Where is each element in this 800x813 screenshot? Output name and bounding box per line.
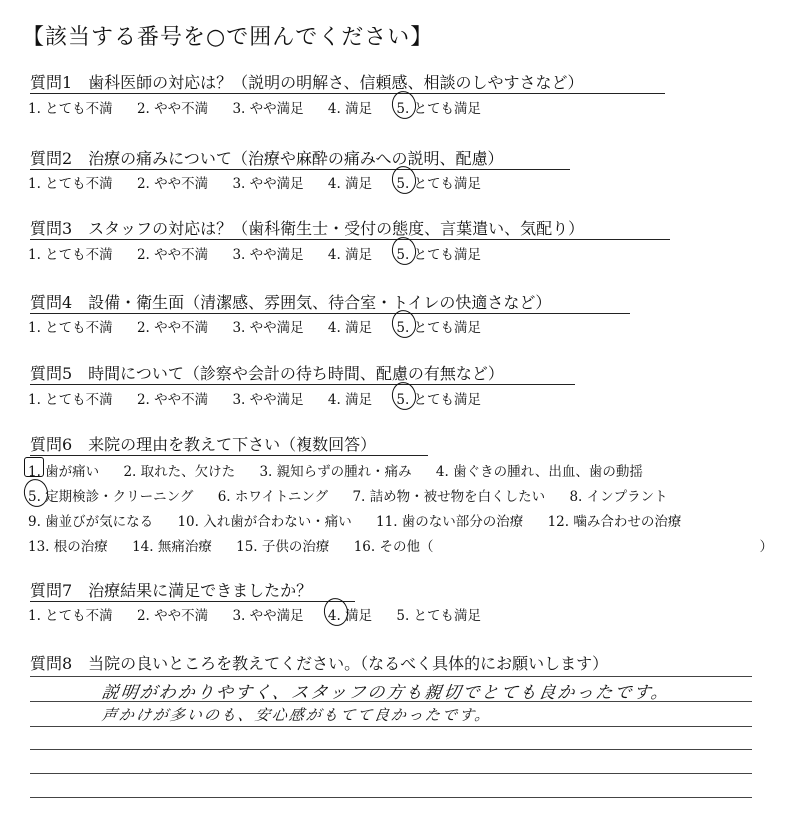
question-7-label: 質問7 治療結果に満足できましたか？ (30, 581, 313, 600)
question-2-label: 質問2 治療の痛みについて（治療や麻酔の痛みへの説明、配慮） (30, 149, 504, 168)
question-2-options (28, 172, 501, 192)
question-6-row-3 (28, 510, 701, 530)
q4-option-1[interactable]: 1. とても不満 (28, 320, 113, 336)
q5-option-1[interactable]: 1. とても不満 (28, 392, 113, 408)
q3-option-1[interactable]: 1. とても不満 (28, 247, 113, 263)
form-title: 【該当する番号を○で囲んでください】 (22, 25, 434, 50)
q4-option-3[interactable]: 3. やや満足 (232, 320, 304, 336)
question-7-options (28, 604, 501, 624)
question-5-label: 質問5 時間について（診察や会計の待ち時間、配慮の有無など） (30, 364, 504, 383)
q2-option-2[interactable]: 2. やや不満 (136, 176, 209, 192)
q6-other-close-paren: ） (759, 539, 773, 555)
q1-option-5[interactable]: 5. とても満足 (396, 97, 481, 117)
answer-line-5 (30, 773, 752, 774)
q2-option-5[interactable]: 5. とても満足 (396, 172, 481, 192)
q4-option-2[interactable]: 2. やや不満 (136, 320, 209, 336)
answer-line-3 (30, 726, 752, 727)
question-6-underline (30, 455, 428, 456)
question-6-row-1 (28, 460, 663, 480)
q5-option-3[interactable]: 3. やや満足 (232, 392, 304, 408)
q6-option-12[interactable]: 12. 噛み合わせの治療 (547, 514, 682, 530)
question-6-row-4 (28, 535, 773, 555)
q2-option-4[interactable]: 4. 満足 (327, 176, 373, 192)
q6-option-8[interactable]: 8. インプラント (569, 489, 668, 505)
answer-line-4 (30, 749, 752, 750)
q6-option-6[interactable]: 6. ホワイトニング (217, 489, 329, 505)
q2-option-1[interactable]: 1. とても不満 (28, 176, 113, 192)
question-1-options (28, 97, 501, 117)
handwritten-answer-line-2: 声かけが多いのも、安心感がもてて良かったです。 (100, 706, 494, 724)
q4-option-4[interactable]: 4. 満足 (327, 320, 373, 336)
q3-option-5[interactable]: 5. とても満足 (396, 243, 481, 263)
question-4-label: 質問4 設備・衛生面（清潔感、雰囲気、待合室・トイレの快適さなど） (30, 293, 552, 312)
q5-option-5[interactable]: 5. とても満足 (396, 388, 481, 408)
answer-line-1 (30, 676, 752, 677)
question-2-underline (30, 169, 570, 170)
q6-option-11[interactable]: 11. 歯のない部分の治療 (376, 514, 524, 530)
q1-option-3[interactable]: 3. やや満足 (232, 101, 304, 117)
q7-option-4[interactable]: 4. 満足 (328, 604, 372, 624)
q7-option-1[interactable]: 1. とても不満 (28, 608, 113, 624)
q6-option-10[interactable]: 10. 入れ歯が合わない・痛い (177, 514, 352, 530)
question-5-underline (30, 384, 575, 385)
selection-mark (24, 457, 44, 477)
q6-option-5[interactable]: 5. 定期検診・クリーニング (28, 485, 193, 505)
question-4-underline (30, 313, 630, 314)
question-3-options (28, 243, 501, 263)
q3-option-2[interactable]: 2. やや不満 (136, 247, 209, 263)
question-6-row-2 (28, 485, 688, 505)
q6-option-4[interactable]: 4. 歯ぐきの腫れ、出血、歯の動揺 (435, 464, 643, 480)
question-3-label: 質問3 スタッフの対応は？（歯科衛生士・受付の態度、言葉遣い、気配り） (30, 219, 585, 238)
q3-option-4[interactable]: 4. 満足 (327, 247, 373, 263)
q7-option-5[interactable]: 5. とても満足 (396, 608, 482, 624)
q3-option-3[interactable]: 3. やや満足 (232, 247, 304, 263)
q5-option-2[interactable]: 2. やや不満 (136, 392, 209, 408)
answer-line-6 (30, 797, 752, 798)
q5-option-4[interactable]: 4. 満足 (327, 392, 373, 408)
question-4-options (28, 316, 501, 336)
question-7-underline (30, 601, 355, 602)
q6-option-14[interactable]: 14. 無痛治療 (132, 539, 212, 555)
question-6-label: 質問6 来院の理由を教えて下さい（複数回答） (30, 435, 377, 454)
q6-option-7[interactable]: 7. 詰め物・被せ物を白くしたい (352, 489, 546, 505)
q6-option-16[interactable]: 16. その他（ (353, 539, 434, 555)
question-1-underline (30, 93, 665, 94)
q6-option-15[interactable]: 15. 子供の治療 (236, 539, 330, 555)
question-8-label: 質問8 当院の良いところを教えてください。（なるべく具体的にお願いします） (30, 654, 609, 673)
question-5-options (28, 388, 501, 408)
q1-option-2[interactable]: 2. やや不満 (136, 101, 209, 117)
q6-option-9[interactable]: 9. 歯並びが気になる (28, 514, 154, 530)
q6-option-3[interactable]: 3. 親知らずの腫れ・痛み (259, 464, 412, 480)
q6-option-2[interactable]: 2. 取れた、欠けた (123, 464, 236, 480)
q1-option-4[interactable]: 4. 満足 (327, 101, 373, 117)
q6-option-1[interactable]: 1. 歯が痛い (28, 460, 99, 480)
q1-option-1[interactable]: 1. とても不満 (28, 101, 113, 117)
q7-option-3[interactable]: 3. やや満足 (232, 608, 304, 624)
q2-option-3[interactable]: 3. やや満足 (232, 176, 304, 192)
q4-option-5[interactable]: 5. とても満足 (396, 316, 481, 336)
q6-option-13[interactable]: 13. 根の治療 (28, 539, 108, 555)
question-1-label: 質問1 歯科医師の対応は？（説明の明解さ、信頼感、相談のしやすさなど） (30, 73, 584, 92)
question-3-underline (30, 239, 670, 240)
q7-option-2[interactable]: 2. やや不満 (136, 608, 209, 624)
handwritten-answer-line-1: 説明がわかりやすく、スタッフの方も親切でとても良かったです。 (100, 683, 672, 703)
